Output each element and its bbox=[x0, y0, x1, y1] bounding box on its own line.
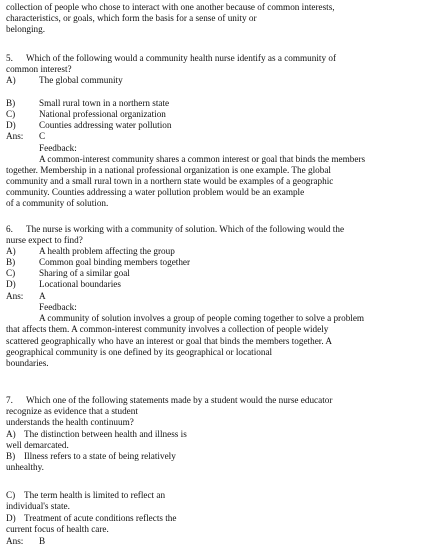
feedback-line: geographical community is one defined by its geographical or locational bbox=[6, 347, 273, 357]
option-b: B) Illness refers to a state of being relatively bbox=[6, 451, 176, 461]
option-b-continued: unhealthy. bbox=[6, 462, 44, 472]
option-d: D) Treatment of acute conditions reflects the bbox=[6, 513, 177, 523]
option-a: A) A health problem affecting the group bbox=[6, 246, 175, 256]
feedback-line: scattered geographically who have an interest or goal that binds the members together. A bbox=[6, 336, 333, 346]
option-d: D) Locational boundaries bbox=[6, 279, 121, 289]
question-stem: Which one of the following statements made by a student would the nurse educator bbox=[26, 395, 333, 405]
question-stem: The nurse is working with a community of solution. Which of the following would the bbox=[26, 224, 345, 234]
answer-line: Ans: A bbox=[6, 291, 46, 301]
feedback-line: A common-interest community shares a common interest or goal that binds the members bbox=[39, 154, 366, 164]
option-a: A) The distinction between health and illness is bbox=[6, 429, 187, 439]
question-stem: nurse expect to find? bbox=[6, 235, 83, 245]
intro-line: belonging. bbox=[6, 24, 46, 34]
question-stem: common interest? bbox=[6, 64, 72, 74]
option-b: B) Common goal binding members together bbox=[6, 257, 191, 267]
option-d: D) Counties addressing water pollution bbox=[6, 120, 172, 130]
answer-line: Ans: B bbox=[6, 536, 46, 546]
feedback-label: Feedback: bbox=[39, 143, 77, 153]
option-c: C) National professional organization bbox=[6, 109, 166, 119]
answer-value: B bbox=[39, 536, 46, 546]
option-c-continued: individual's state. bbox=[6, 501, 70, 511]
feedback-line: that affects them. A common-interest community involves a collection of people widely bbox=[6, 324, 329, 334]
feedback-line: together. Membership in a national professional organization is one example. The global bbox=[6, 165, 331, 175]
intro-line: characteristics, or goals, which form the basis for a sense of unity or bbox=[6, 13, 257, 23]
option-c: C) Sharing of a similar goal bbox=[6, 268, 130, 278]
option-a: A) The global community bbox=[6, 75, 123, 85]
option-a-continued: well demarcated. bbox=[6, 440, 69, 450]
option-d-continued: current focus of health care. bbox=[6, 524, 109, 534]
feedback-line: of a community of solution. bbox=[6, 198, 109, 208]
question-number: 5. bbox=[6, 53, 13, 63]
question-number: 6. bbox=[6, 224, 13, 234]
answer-value: A bbox=[39, 291, 46, 301]
feedback-line: community and a small rural town in a northern state would be examples of a geographic bbox=[6, 176, 334, 186]
option-c: C) The term health is limited to reflect an bbox=[6, 490, 166, 500]
feedback-line: community. Counties addressing a water pollution problem would be an example bbox=[6, 187, 305, 197]
feedback-label: Feedback: bbox=[39, 302, 77, 312]
feedback-line: A community of solution involves a group of people coming together to solve a problem bbox=[39, 313, 365, 323]
answer-line: Ans: C bbox=[6, 131, 46, 141]
question-stem: Which of the following would a community health nurse identify as a community of bbox=[26, 53, 337, 63]
answer-value: C bbox=[39, 131, 46, 141]
question-stem: understands the health continuum? bbox=[6, 417, 134, 427]
question-stem: recognize as evidence that a student bbox=[6, 406, 138, 416]
intro-line: collection of people who chose to interact with one another because of common interests, bbox=[6, 2, 335, 12]
question-number: 7. bbox=[6, 395, 13, 405]
feedback-line: boundaries. bbox=[6, 358, 49, 368]
option-b: B) Small rural town in a northern state bbox=[6, 98, 170, 108]
